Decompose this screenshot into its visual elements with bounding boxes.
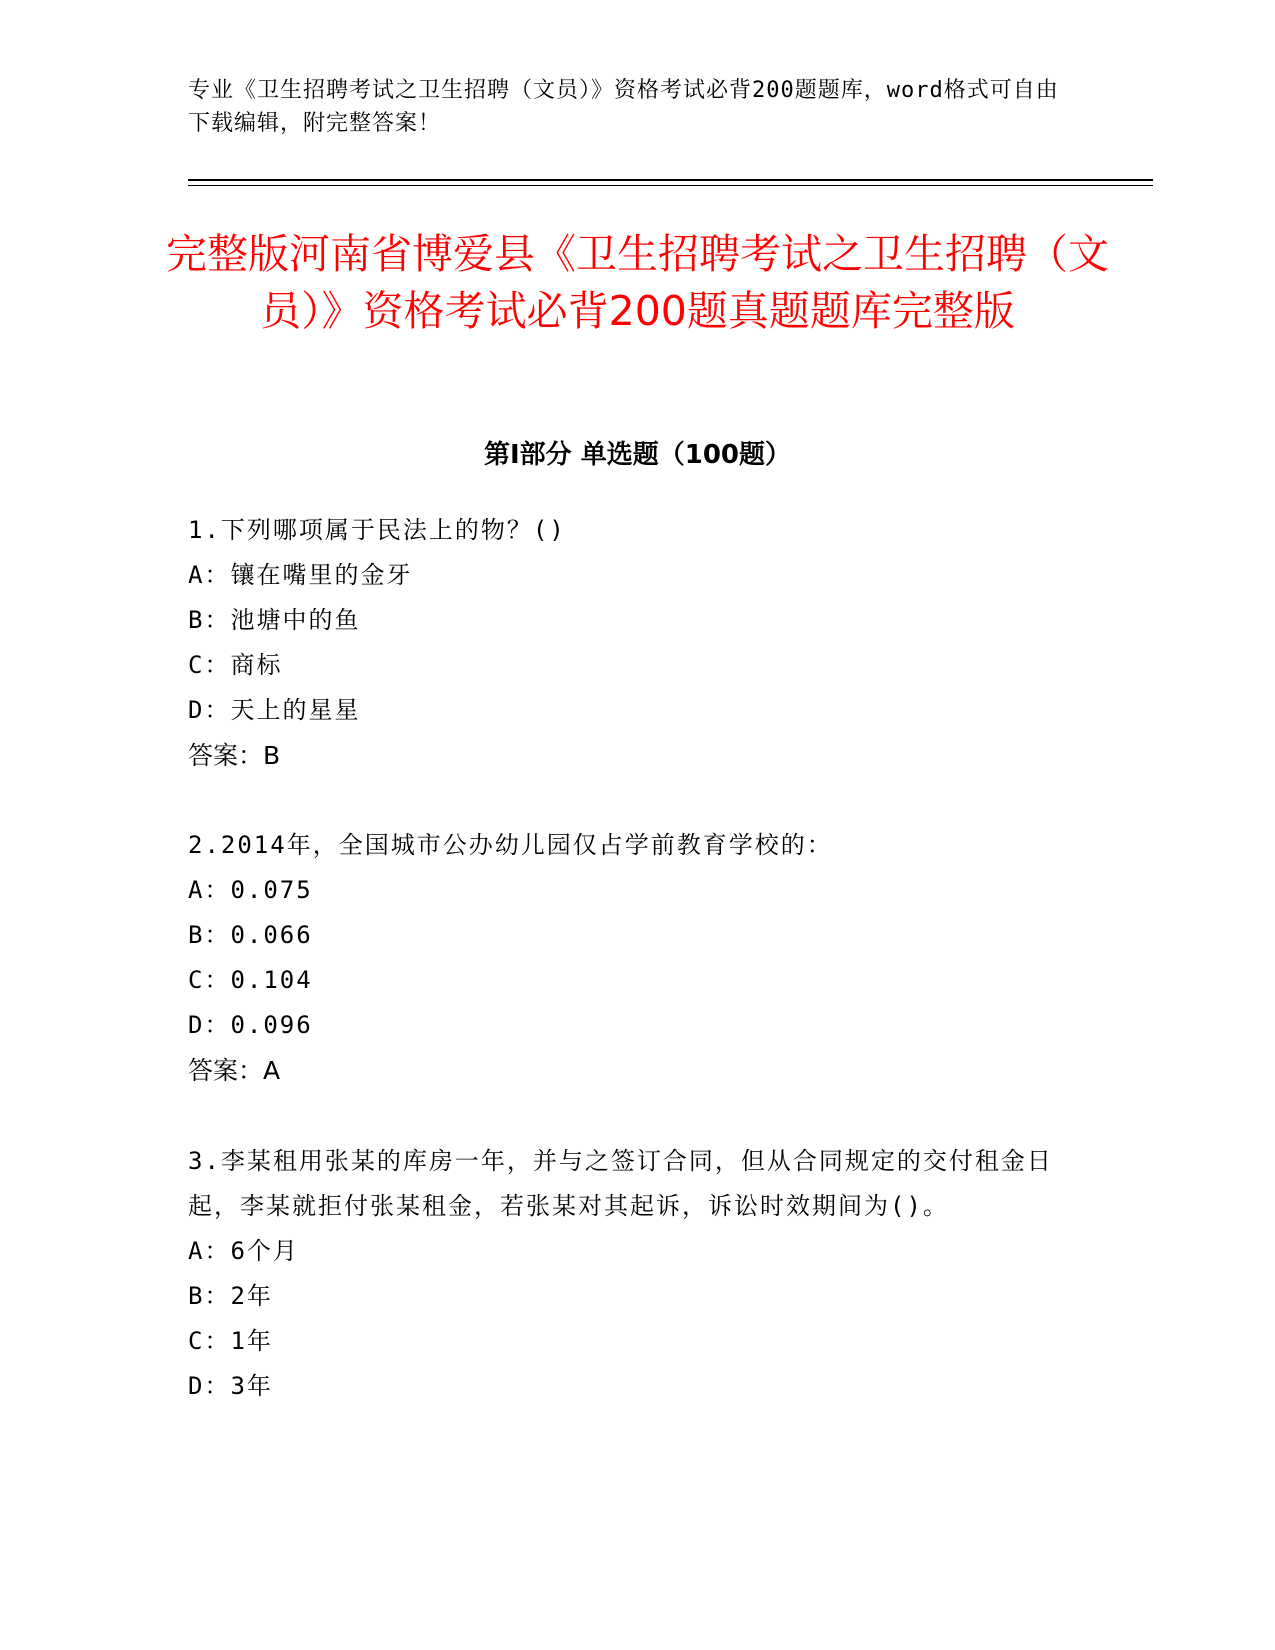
question-stem: 3.李某租用张某的库房一年，并与之签订合同，但从合同规定的交付租金日起，李某就拒付张某租金，若张某对其起诉，诉讼时效期间为()。 [188,1147,1053,1220]
question-1 [188,508,1068,778]
question-stem: 2.2014年，全国城市公办幼儿园仅占学前教育学校的： [188,831,833,859]
answer-label: 答案：B [188,741,281,770]
option-d: D：3年 [188,1372,273,1400]
question-3 [188,1139,1068,1409]
answer-label: 答案：A [188,1056,281,1085]
document-title: 完整版河南省博爱县《卫生招聘考试之卫生招聘（文员）》资格考试必背200题真题题库完整版 [166,230,1109,335]
question-2 [188,823,1068,1093]
option-b: B：2年 [188,1282,273,1310]
header-divider-thick [188,179,1153,181]
option-a: A：0.075 [188,876,313,904]
header-divider-thin [188,185,1153,186]
header-note: 专业《卫生招聘考试之卫生招聘（文员）》资格考试必背200题题库，word格式可自由下载编辑，附完整答案！ [188,78,1059,136]
section-title: 第Ⅰ部分 单选题（100题） [484,440,791,470]
option-a: A：镶在嘴里的金牙 [188,561,413,589]
option-b: B：0.066 [188,921,313,949]
option-c: C：0.104 [188,966,313,994]
question-stem: 1.下列哪项属于民法上的物？() [188,516,566,544]
option-b: B：池塘中的鱼 [188,606,361,634]
option-c: C：1年 [188,1327,273,1355]
option-d: D：0.096 [188,1011,313,1039]
option-d: D：天上的星星 [188,696,361,724]
option-c: C：商标 [188,651,283,679]
option-a: A：6个月 [188,1237,299,1265]
